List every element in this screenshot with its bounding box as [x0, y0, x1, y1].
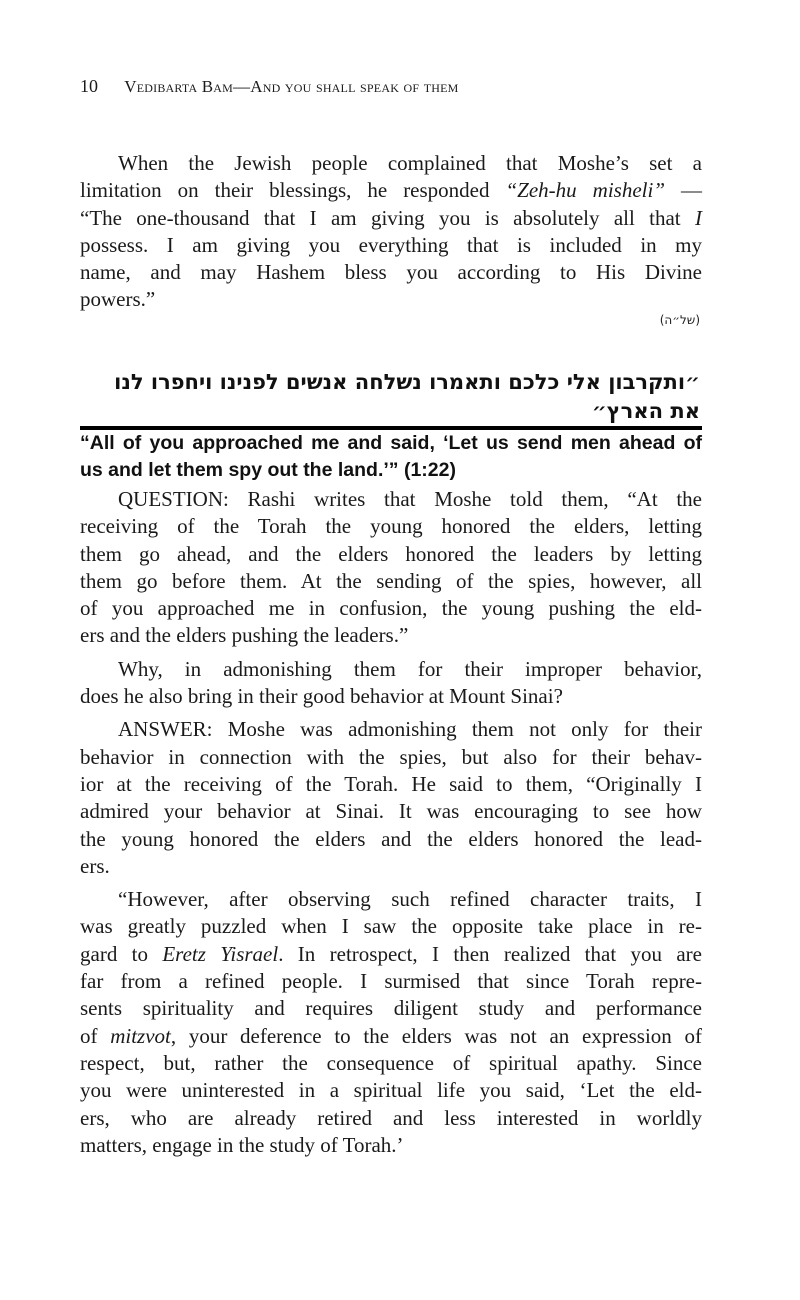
text-run: QUESTION: Rashi writes that Moshe told them, “At the: [118, 487, 702, 511]
text-line: [80, 913, 702, 940]
text-run: Why, in admonishing them for their improper behavior,: [118, 656, 702, 681]
text-run: them go before them. At the sending of the spies, however, all: [80, 568, 702, 593]
text-run: behavior in connection with the spies, but also for their behav-: [80, 744, 702, 769]
text-line: [80, 886, 702, 913]
text-run: receiving of the Torah the young honored the elders, letting: [80, 514, 702, 539]
heading-divider: [80, 426, 702, 430]
text-run: gard to: [80, 941, 163, 966]
text-line: [80, 826, 702, 853]
text-run: ers, who are already retired and less interested in worldly: [80, 1105, 702, 1130]
text-line: [80, 232, 702, 259]
intro-text: [80, 150, 702, 314]
verse-line: us and let them spy out the land.’” (1:22): [80, 459, 456, 482]
commentary: [80, 486, 702, 1159]
text-line: [80, 177, 702, 204]
text-line: [80, 259, 702, 286]
text-run: ers and the elders pushing the leaders.”: [80, 623, 409, 648]
text-run: of: [80, 1023, 111, 1048]
text-run: admired your behavior at Sinai. It was encouraging to see how: [80, 799, 702, 824]
text-line: [80, 683, 702, 710]
text-run: powers.”: [80, 287, 156, 312]
text-line: [80, 150, 702, 177]
text-run: ior at the receiving of the Torah. He said to them, “Originally I: [80, 771, 702, 796]
text-line: [80, 798, 702, 825]
text-line: [80, 744, 702, 771]
text-line: [80, 771, 702, 798]
text-line: [80, 205, 702, 232]
page-number: 10: [80, 76, 98, 96]
text-line: [80, 1077, 702, 1104]
text-line: [80, 1105, 702, 1132]
text-run: the young honored the elders and the elders honored the lead-: [80, 826, 702, 851]
text-line: [80, 595, 702, 622]
text-run: . In retrospect, I then realized that you are: [278, 941, 702, 966]
text-line: [80, 568, 702, 595]
text-line: [80, 286, 702, 313]
text-line: [80, 1050, 702, 1077]
text-line: [80, 513, 702, 540]
text-line: [80, 716, 702, 743]
text-run: sents spirituality and requires diligent study and performance: [80, 996, 702, 1021]
italic-text: I: [695, 205, 702, 230]
text-run: matters, engage in the study of Torah.’: [80, 1132, 404, 1157]
text-run: , your deference to the elders was not an expression of: [170, 1023, 702, 1048]
verse-line: “All of you approached me and said, ‘Let us send men ahead of: [80, 432, 702, 454]
intro-paragraph: [80, 150, 702, 314]
paragraph-why: [80, 656, 702, 711]
verse-translation: [80, 431, 702, 486]
text-line: [80, 941, 702, 968]
text-run: of you approached me in confusion, the young pushing the eld-: [80, 596, 702, 621]
italic-text: Eretz Yisrael: [162, 941, 279, 966]
text-line: [80, 541, 702, 568]
text-run: name, and may Hashem bless you according to His Divine: [80, 260, 702, 285]
running-title: Vedibarta Bam—And you shall speak of them: [124, 77, 459, 96]
text-run: does he also bring in their good behavior at Mount Sinai?: [80, 684, 563, 709]
hebrew-verse-heading: ״ותקרבון אלי כלכם ותאמרו נשלחה אנשים לפנינו ויחפרו לנו את הארץ״: [114, 370, 700, 423]
text-line: [80, 622, 702, 649]
text-line: [80, 656, 702, 683]
text-run: respect, but, rather the consequence of spiritual apathy. Since: [80, 1050, 702, 1075]
italic-text: mitzvot: [110, 1023, 171, 1048]
italic-text: “Zeh-hu misheli”: [505, 178, 666, 203]
text-line: [80, 968, 702, 995]
text-line: [80, 1132, 702, 1159]
text-line: [80, 853, 702, 880]
text-run: possess. I am giving you everything that is included in my: [80, 232, 702, 257]
text-line: [80, 1023, 702, 1050]
text-run: was greatly puzzled when I saw the opposite take place in re-: [80, 914, 702, 939]
paragraph-however: [80, 886, 702, 1159]
paragraph-question: [80, 486, 702, 650]
text-run: far from a refined people. I surmised that since Torah repre-: [80, 969, 702, 994]
text-run: ANSWER: Moshe was admonishing them not only for their: [118, 717, 702, 742]
text-run: When the Jewish people complained that Moshe’s set a: [118, 151, 702, 175]
text-run: you were uninterested in a spiritual life you said, ‘Let the eld-: [80, 1078, 702, 1103]
running-header: [80, 76, 459, 97]
text-run: —: [665, 178, 703, 203]
text-run: “However, after observing such refined character traits, I: [118, 887, 702, 912]
source-citation: (של״ה): [659, 313, 700, 327]
text-run: “The one-thousand that I am giving you is absolutely all that: [80, 205, 695, 230]
text-line: [80, 995, 702, 1022]
paragraph-answer: [80, 716, 702, 880]
text-run: limitation on their blessings, he responded: [80, 178, 506, 203]
text-run: ers.: [80, 853, 110, 878]
text-run: them go ahead, and the elders honored the leaders by letting: [80, 541, 702, 566]
text-line: [80, 486, 702, 513]
